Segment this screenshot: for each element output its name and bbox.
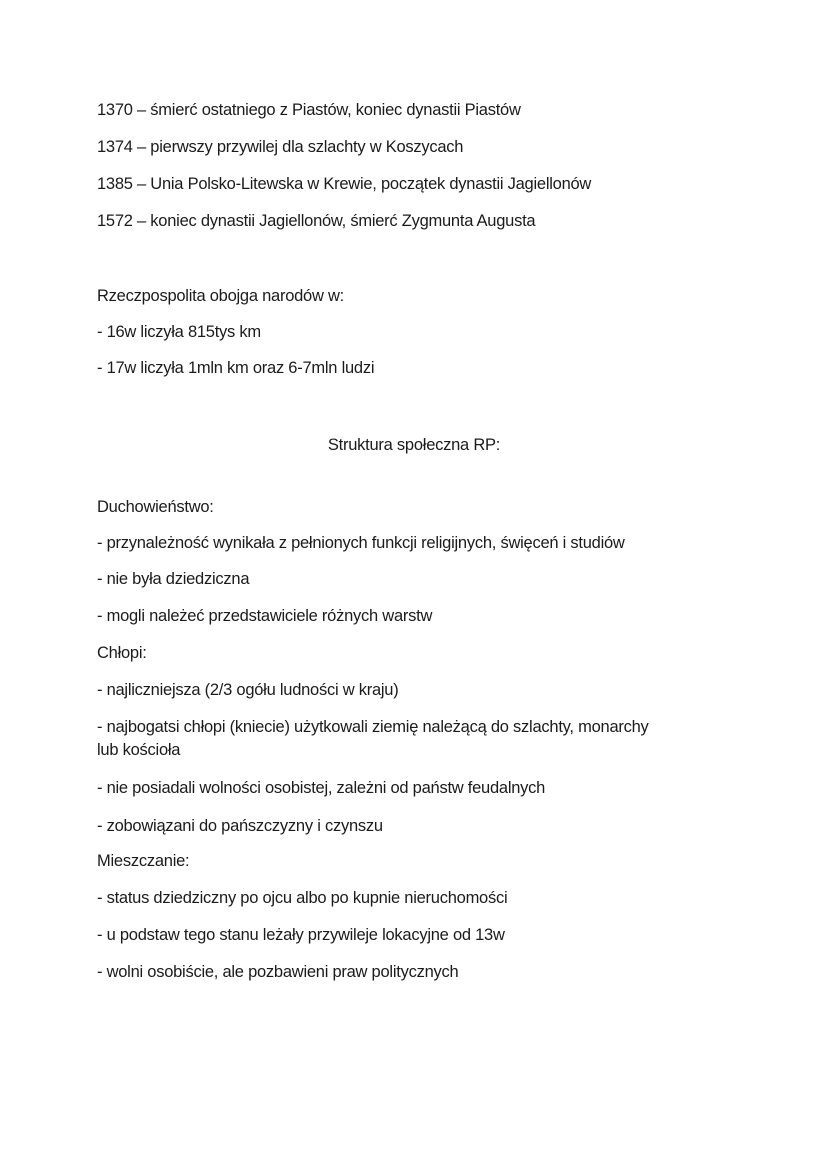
list-item: - mogli należeć przedstawiciele różnych warstw (97, 607, 433, 625)
list-item: - najliczniejsza (2/3 ogółu ludności w kraju) (97, 681, 399, 699)
rp-intro: Rzeczpospolita obojga narodów w: (97, 287, 344, 305)
list-item: - nie posiadali wolności osobistej, zależni od państw feudalnych (97, 779, 546, 797)
list-item: - przynależność wynikała z pełnionych funkcji religijnych, święceń i studiów (97, 534, 625, 552)
date-line: 1370 – śmierć ostatniego z Piastów, koniec dynastii Piastów (97, 101, 521, 119)
section-title-clergy: Duchowieństwo: (97, 498, 214, 516)
list-item: - nie była dziedziczna (97, 570, 250, 588)
list-item: - 16w liczyła 815tys km (97, 323, 261, 341)
list-item: - zobowiązani do pańszczyzny i czynszu (97, 817, 383, 835)
list-item: - u podstaw tego stanu leżały przywileje lokacyjne od 13w (97, 926, 505, 944)
section-heading: Struktura społeczna RP: (327, 436, 501, 454)
list-item: - najbogatsi chłopi (kniecie) użytkowali ziemię należącą do szlachty, monarchy (97, 718, 649, 736)
date-line: 1572 – koniec dynastii Jagiellonów, śmierć Zygmunta Augusta (97, 212, 536, 230)
date-line: 1385 – Unia Polsko-Litewska w Krewie, początek dynastii Jagiellonów (97, 175, 592, 193)
section-title-burghers: Mieszczanie: (97, 852, 190, 870)
list-item: - 17w liczyła 1mln km oraz 6-7mln ludzi (97, 359, 375, 377)
list-item-continuation: lub kościoła (97, 741, 181, 759)
list-item: - wolni osobiście, ale pozbawieni praw politycznych (97, 963, 459, 981)
section-title-peasants: Chłopi: (97, 644, 147, 662)
list-item: - status dziedziczny po ojcu albo po kupnie nieruchomości (97, 889, 508, 907)
date-line: 1374 – pierwszy przywilej dla szlachty w Koszycach (97, 138, 464, 156)
